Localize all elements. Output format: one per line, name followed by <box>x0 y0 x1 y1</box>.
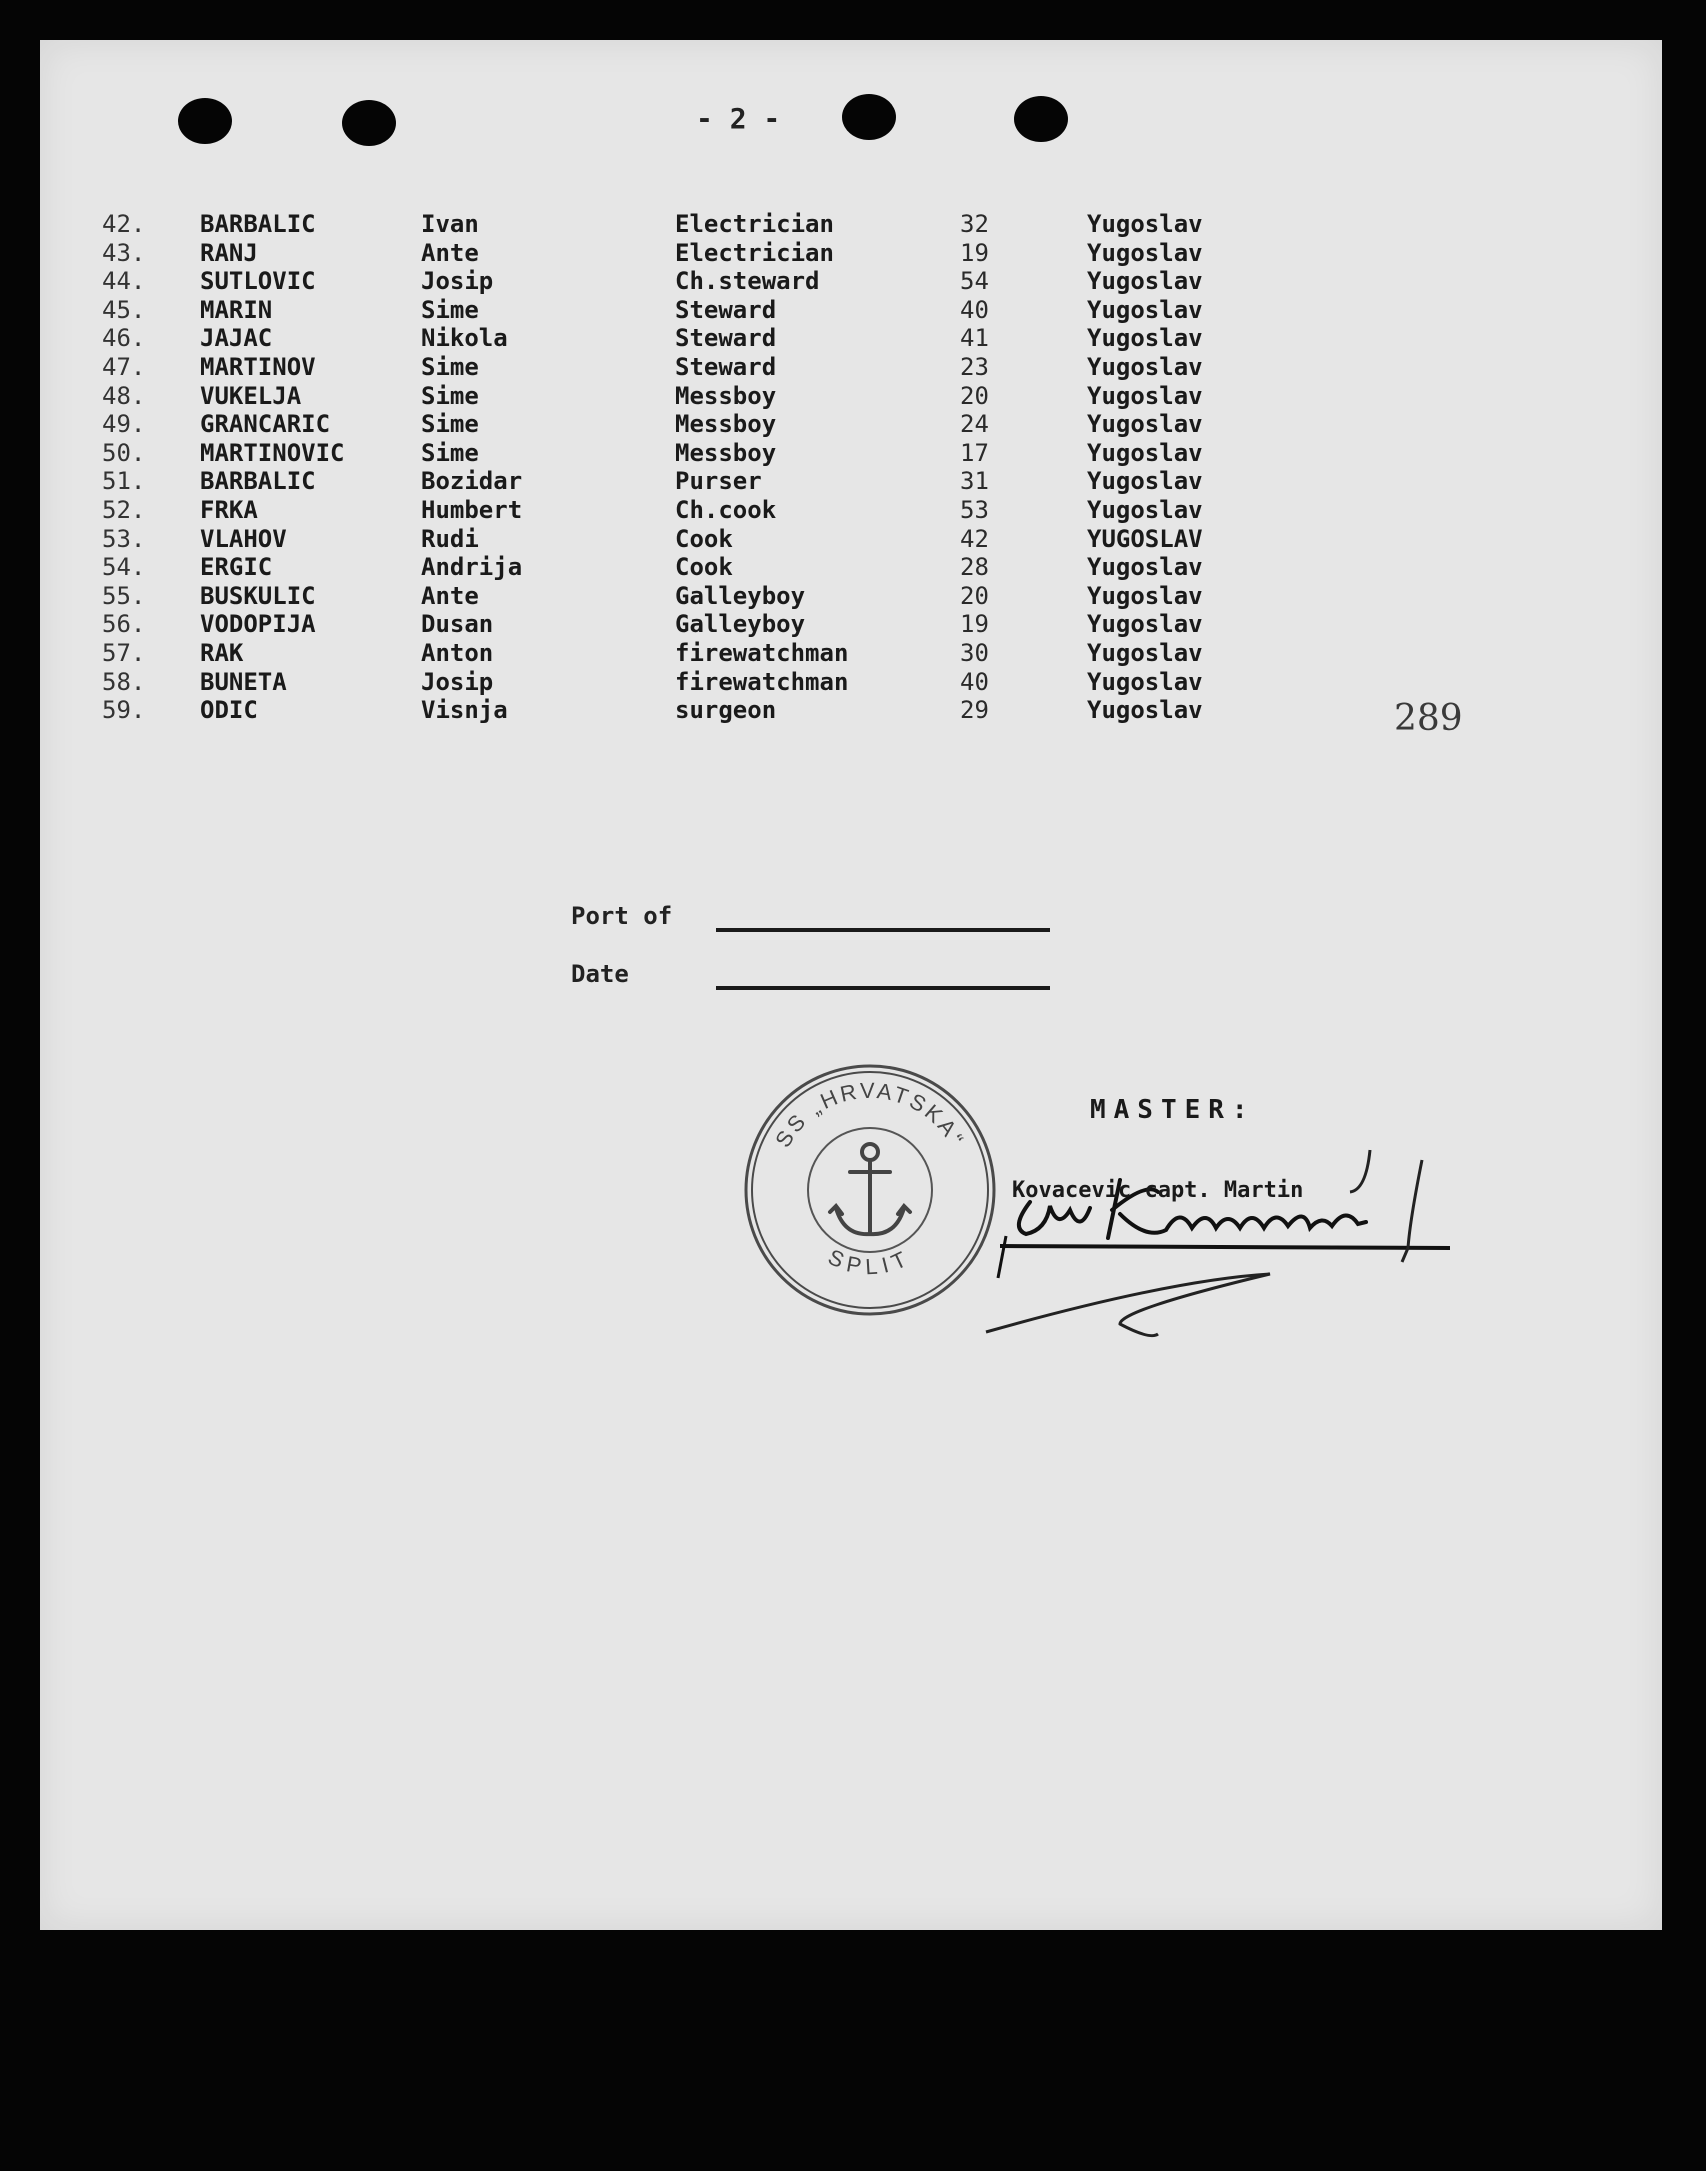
crew-surname: MARTINOVIC <box>200 438 345 467</box>
crew-age: 17 <box>960 438 989 467</box>
crew-rating: Galleyboy <box>675 581 806 610</box>
crew-surname: VLAHOV <box>200 524 287 553</box>
crew-first-name: Ante <box>421 581 479 610</box>
crew-nationality: Yugoslav <box>1087 438 1203 467</box>
crew-number: 53. <box>102 524 146 553</box>
crew-number: 54. <box>102 553 146 582</box>
crew-rating: Steward <box>675 353 777 381</box>
crew-rating: Purser <box>675 467 762 496</box>
crew-age: 23 <box>960 353 989 381</box>
crew-first-name: Sime <box>421 410 479 439</box>
crew-age: 19 <box>960 238 989 267</box>
crew-surname: ERGIC <box>200 553 273 582</box>
crew-age: 28 <box>960 553 989 582</box>
crew-number: 51. <box>102 467 146 496</box>
crew-number: 48. <box>102 381 146 410</box>
crew-nationality: Yugoslav <box>1087 267 1203 296</box>
crew-number: 47. <box>102 353 146 381</box>
crew-first-name: Andrija <box>421 553 523 582</box>
crew-nationality: Yugoslav <box>1087 610 1203 639</box>
crew-first-name: Sime <box>421 381 479 410</box>
crew-number: 42. <box>102 210 146 238</box>
crew-age: 53 <box>960 496 989 524</box>
crew-surname: MARTINOV <box>200 353 316 381</box>
crew-number: 46. <box>102 324 146 353</box>
crew-nationality: Yugoslav <box>1087 381 1203 410</box>
crew-nationality: Yugoslav <box>1087 324 1203 353</box>
date-blank-line <box>716 986 1050 990</box>
stamp-top-text: SS „HRVATSKA“ <box>770 1077 971 1152</box>
punch-hole <box>842 94 896 140</box>
crew-surname: MARIN <box>200 295 273 324</box>
crew-first-name: Visnja <box>421 696 508 725</box>
crew-rating: Messboy <box>675 410 777 439</box>
punch-hole <box>1014 96 1068 142</box>
stamp-bottom-text: SPLIT <box>824 1244 916 1280</box>
crew-nationality: Yugoslav <box>1087 353 1203 381</box>
crew-rating: surgeon <box>675 696 777 725</box>
crew-nationality: Yugoslav <box>1087 581 1203 610</box>
crew-rating: Messboy <box>675 381 777 410</box>
crew-age: 54 <box>960 267 989 296</box>
crew-age: 24 <box>960 410 989 439</box>
crew-number: 43. <box>102 238 146 267</box>
crew-age: 20 <box>960 581 989 610</box>
crew-number: 59. <box>102 696 146 725</box>
crew-age: 30 <box>960 639 989 667</box>
crew-number: 58. <box>102 667 146 696</box>
crew-rating: firewatchman <box>675 639 849 667</box>
crew-rating: Ch.cook <box>675 496 777 524</box>
crew-age: 41 <box>960 324 989 353</box>
page-number: - 2 - <box>696 102 781 135</box>
crew-first-name: Bozidar <box>421 467 523 496</box>
crew-surname: BUSKULIC <box>200 581 316 610</box>
crew-age: 29 <box>960 696 989 725</box>
port-of-blank-line <box>716 928 1050 932</box>
crew-surname: RAK <box>200 639 244 667</box>
crew-first-name: Sime <box>421 438 479 467</box>
crew-age: 42 <box>960 524 989 553</box>
crew-first-name: Anton <box>421 639 494 667</box>
crew-first-name: Rudi <box>421 524 479 553</box>
crew-number: 44. <box>102 267 146 296</box>
crew-number: 49. <box>102 410 146 439</box>
crew-rating: Cook <box>675 524 733 553</box>
crew-nationality: Yugoslav <box>1087 238 1203 267</box>
crew-nationality: Yugoslav <box>1087 639 1203 667</box>
port-of-label: Port of <box>571 902 673 930</box>
crew-surname: SUTLOVIC <box>200 267 316 296</box>
crew-surname: RANJ <box>200 238 258 267</box>
crew-age: 31 <box>960 467 989 496</box>
master-label: MASTER: <box>1090 1095 1256 1125</box>
master-signature <box>970 1110 1450 1340</box>
crew-first-name: Nikola <box>421 324 508 353</box>
crew-surname: GRANCARIC <box>200 410 331 439</box>
crew-age: 40 <box>960 667 989 696</box>
crew-rating: Galleyboy <box>675 610 806 639</box>
crew-surname: BARBALIC <box>200 210 316 238</box>
crew-first-name: Dusan <box>421 610 494 639</box>
crew-surname: JAJAC <box>200 324 273 353</box>
ship-stamp <box>740 1060 1000 1320</box>
crew-surname: ODIC <box>200 696 258 725</box>
crew-nationality: Yugoslav <box>1087 553 1203 582</box>
svg-text:SPLIT <box>824 1244 915 1279</box>
crew-rating: firewatchman <box>675 667 849 696</box>
anchor-icon <box>830 1144 910 1234</box>
crew-nationality: Yugoslav <box>1087 496 1203 524</box>
crew-nationality: Yugoslav <box>1087 295 1203 324</box>
date-label: Date <box>571 960 629 988</box>
crew-age: 40 <box>960 295 989 324</box>
crew-number: 57. <box>102 639 146 667</box>
crew-nationality: Yugoslav <box>1087 410 1203 439</box>
crew-age: 32 <box>960 210 989 238</box>
crew-first-name: Josip <box>421 667 494 696</box>
crew-first-name: Josip <box>421 267 494 296</box>
document-sheet <box>40 40 1662 1930</box>
crew-rating: Steward <box>675 324 777 353</box>
crew-nationality: Yugoslav <box>1087 696 1203 725</box>
crew-rating: Cook <box>675 553 733 582</box>
crew-number: 56. <box>102 610 146 639</box>
crew-age: 20 <box>960 381 989 410</box>
crew-nationality: Yugoslav <box>1087 210 1203 238</box>
crew-rating: Electrician <box>675 210 834 238</box>
crew-surname: BARBALIC <box>200 467 316 496</box>
crew-surname: VODOPIJA <box>200 610 316 639</box>
master-name: Kovacevic capt. Martin <box>1012 1178 1304 1203</box>
crew-rating: Messboy <box>675 438 777 467</box>
crew-surname: FRKA <box>200 496 258 524</box>
crew-nationality: YUGOSLAV <box>1087 524 1203 553</box>
crew-number: 45. <box>102 295 146 324</box>
crew-surname: BUNETA <box>200 667 287 696</box>
crew-rating: Electrician <box>675 238 834 267</box>
crew-age: 19 <box>960 610 989 639</box>
crew-first-name: Sime <box>421 295 479 324</box>
crew-first-name: Humbert <box>421 496 523 524</box>
punch-hole <box>178 98 232 144</box>
crew-first-name: Sime <box>421 353 479 381</box>
crew-number: 55. <box>102 581 146 610</box>
crew-number: 50. <box>102 438 146 467</box>
crew-nationality: Yugoslav <box>1087 467 1203 496</box>
crew-first-name: Ivan <box>421 210 479 238</box>
folio-number: 289 <box>1394 698 1463 739</box>
crew-nationality: Yugoslav <box>1087 667 1203 696</box>
crew-number: 52. <box>102 496 146 524</box>
punch-hole <box>342 100 396 146</box>
crew-rating: Ch.steward <box>675 267 820 296</box>
crew-surname: VUKELJA <box>200 381 302 410</box>
crew-rating: Steward <box>675 295 777 324</box>
crew-first-name: Ante <box>421 238 479 267</box>
